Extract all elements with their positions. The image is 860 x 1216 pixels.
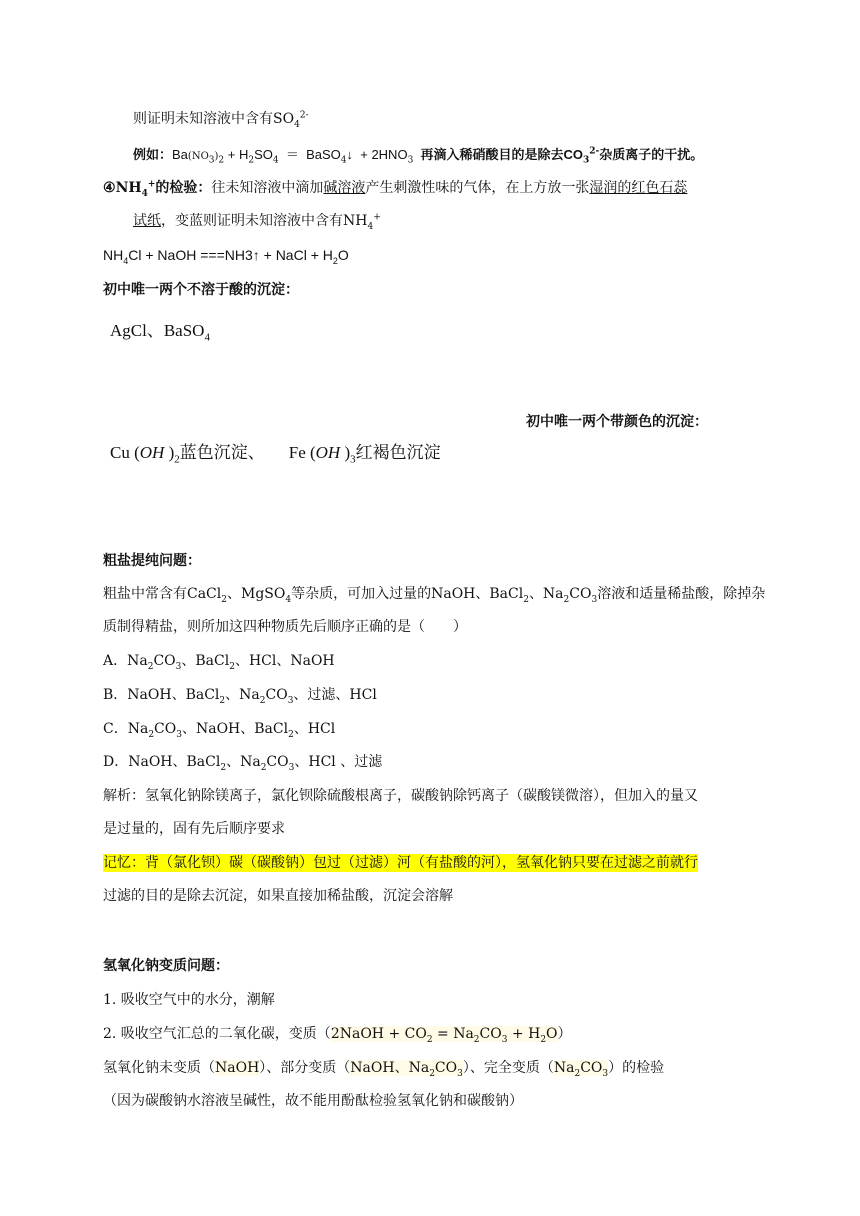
text: 等杂质，可加入过量的NaOH、BaCl xyxy=(291,586,524,602)
subscript: 2 xyxy=(426,1034,433,1045)
option-d xyxy=(103,753,382,771)
text: ）、完全变质（ xyxy=(462,1060,554,1076)
subscript: 2 xyxy=(540,1034,547,1045)
salt-question-line-1 xyxy=(103,585,765,603)
text: + 2HNO xyxy=(353,147,408,162)
text: CO xyxy=(479,1026,502,1042)
subscript: 2 xyxy=(221,594,227,605)
example-equation-line xyxy=(133,146,703,166)
subscript: 2 xyxy=(332,255,338,266)
text: 、Na xyxy=(225,687,260,703)
text: 往未知溶液中滴加 xyxy=(211,180,324,196)
subscript: 4 xyxy=(272,155,279,166)
text: BaSO xyxy=(306,147,341,162)
option-b xyxy=(103,686,377,704)
formula: NaOH xyxy=(215,1060,260,1076)
analysis-line-1: 解析：氢氧化钠除镁离子，氯化钡除硫酸根离子，碳酸钠除钙离子（碳酸镁微溶），但加入的量又 xyxy=(103,788,698,804)
subscript: 2 xyxy=(229,661,235,672)
subscript: 3 xyxy=(457,1068,463,1079)
text: OH xyxy=(139,443,165,462)
text: NH xyxy=(103,247,124,263)
text: 蓝色沉淀、 xyxy=(179,443,265,462)
subscript: 2 xyxy=(220,762,227,773)
subscript: 3 xyxy=(350,453,356,466)
text: Fe ( xyxy=(288,443,316,462)
text: 、HCl 、过滤 xyxy=(294,754,383,770)
text: 产生刺激性味的气体，在上方放一张 xyxy=(365,180,590,196)
subscript: 3 xyxy=(175,661,182,672)
acid-insoluble-heading: 初中唯一两个不溶于酸的沉淀： xyxy=(103,282,299,298)
naoh-test-line xyxy=(103,1059,664,1077)
subscript: 2 xyxy=(147,661,154,672)
text: Cl + NaOH ===NH3↑ + NaCl + H xyxy=(128,247,333,263)
text: ＝ xyxy=(278,147,307,162)
text: Cu ( xyxy=(110,443,140,462)
text: 2NaOH + CO xyxy=(330,1026,427,1042)
subscript: 3 xyxy=(602,1068,609,1079)
text: ，变蓝则证明未知溶液中含有NH xyxy=(161,213,368,229)
text: 、HCl、NaOH xyxy=(234,653,335,669)
text: CO xyxy=(563,147,584,162)
text: ） xyxy=(557,1026,572,1042)
text: NaOH、Na xyxy=(350,1060,430,1076)
text: 的检验： xyxy=(155,180,212,196)
salt-question-line-2: 质制得精盐，则所加这四种物质先后顺序正确的是（ ） xyxy=(103,619,467,635)
subscript: 3 xyxy=(288,762,295,773)
filter-note: 过滤的目的是除去沉淀，如果直接加稀盐酸，沉淀会溶解 xyxy=(103,888,453,904)
text: ) xyxy=(164,443,175,462)
subscript: 4 xyxy=(294,119,300,130)
text: CO xyxy=(569,586,592,602)
subscript: 2 xyxy=(260,762,267,773)
text: 杂质离子的干扰。 xyxy=(599,147,704,162)
subscript: 4 xyxy=(204,331,210,344)
text: 、NaOH、BaCl xyxy=(181,721,289,737)
subscript: 4 xyxy=(340,155,347,166)
naoh-point-1: 1. 吸收空气中的水分，潮解 xyxy=(103,992,275,1008)
text: 红褐色沉淀 xyxy=(355,443,441,462)
text: CO xyxy=(434,1060,458,1076)
text: CO xyxy=(265,687,288,703)
text: O xyxy=(337,247,349,263)
underlined-term: 湿润的红色石蕊 xyxy=(589,180,688,196)
subscript: 2 xyxy=(259,695,266,706)
subscript: 4 xyxy=(367,221,374,232)
text: AgCl、BaSO xyxy=(110,321,205,340)
subscript: 3 xyxy=(176,729,182,740)
salt-purification-heading: 粗盐提纯问题： xyxy=(103,553,201,569)
ammonium-test-line-2 xyxy=(133,212,381,230)
colored-precipitate-list xyxy=(110,442,441,464)
subscript: 2 xyxy=(523,594,529,605)
formula xyxy=(553,1060,609,1079)
subscript: 3 xyxy=(407,155,414,166)
text: CO xyxy=(580,1060,603,1076)
subscript: 4 xyxy=(285,594,292,605)
subscript: 2 xyxy=(219,695,226,706)
subscript: 4 xyxy=(123,255,129,266)
text: A．Na xyxy=(103,653,148,669)
superscript: + xyxy=(147,179,156,190)
text: 氢氧化钠未变质（ xyxy=(103,1060,215,1076)
subscript: 2 xyxy=(148,729,155,740)
text: 溶液和适量稀盐酸，除掉杂 xyxy=(597,586,766,602)
acid-insoluble-list xyxy=(110,320,210,342)
text: ) xyxy=(214,151,219,162)
subscript: 4 xyxy=(141,188,148,199)
text: Na xyxy=(553,1060,575,1076)
text: OH xyxy=(315,443,341,462)
text: 2. 吸收空气汇总的二氧化碳，变质（ xyxy=(103,1026,331,1042)
subscript: 2 xyxy=(174,453,180,466)
analysis-line-2: 是过量的，固有先后顺序要求 xyxy=(103,821,285,837)
text: 、过滤、HCl xyxy=(293,687,377,703)
superscript: + xyxy=(373,212,381,223)
option-c xyxy=(103,720,335,738)
text: ）、部分变质（ xyxy=(259,1060,351,1076)
subscript: 2 xyxy=(563,594,570,605)
text: CO xyxy=(154,721,177,737)
superscript: 2- xyxy=(589,146,600,157)
text: CO xyxy=(153,653,176,669)
naoh-note: （因为碳酸钠水溶液呈碱性，故不能用酚酞检验氢氧化钠和碳酸钠） xyxy=(103,1093,523,1109)
subscript: 2 xyxy=(473,1034,480,1045)
naoh-point-2 xyxy=(103,1025,572,1043)
text: 、Na xyxy=(528,586,564,602)
subscript: 3 xyxy=(208,155,215,166)
memory-tip: 记忆：背（氯化钡）碳（碳酸钠）包过（过滤）河（有盐酸的河），氢氧化钠只要在过滤之前就行 xyxy=(103,855,698,871)
option-a xyxy=(103,652,335,670)
subscript: 2 xyxy=(429,1068,435,1079)
text: 、BaCl xyxy=(181,653,230,669)
text: = Na xyxy=(432,1026,474,1042)
formula xyxy=(350,1060,463,1079)
underlined-term: 碱溶液 xyxy=(323,180,366,196)
sulfate-proof-line xyxy=(133,110,309,128)
text: SO xyxy=(254,147,273,162)
down-arrow-icon: ↓ xyxy=(346,147,354,162)
text: C．Na xyxy=(103,721,149,737)
subscript: 2 xyxy=(218,155,225,166)
subscript: 2 xyxy=(574,1068,581,1079)
text: 再滴入稀硝酸目的是除去 xyxy=(413,147,564,162)
text: O xyxy=(546,1026,558,1042)
text: 粗盐中常含有CaCl xyxy=(103,586,222,602)
subscript: 3 xyxy=(583,155,590,166)
naoh-co2-equation xyxy=(330,1026,558,1045)
ammonium-equation xyxy=(103,246,349,264)
circled-number: ④ xyxy=(103,180,116,196)
underlined-term: 试纸 xyxy=(133,213,161,229)
text: ) xyxy=(340,443,351,462)
text: 、MgSO xyxy=(226,586,286,602)
naoh-deterioration-heading: 氢氧化钠变质问题： xyxy=(103,958,229,974)
subscript: 3 xyxy=(501,1034,508,1045)
subscript: 2 xyxy=(288,729,294,740)
text: + H xyxy=(507,1026,541,1042)
text: Ba xyxy=(172,147,188,162)
text: (NO xyxy=(187,151,209,162)
text: 则证明未知溶液中含有SO xyxy=(133,111,295,127)
text: NH xyxy=(115,180,142,196)
ammonium-test-line xyxy=(103,179,687,197)
text: ）的检验 xyxy=(608,1060,665,1076)
text: D．NaOH、BaCl xyxy=(103,754,221,770)
text: B．NaOH、BaCl xyxy=(103,687,220,703)
text: CO xyxy=(266,754,289,770)
subscript: 2 xyxy=(248,155,255,166)
superscript: 2- xyxy=(299,110,309,121)
example-label: 例如： xyxy=(133,147,173,162)
colored-precipitate-heading: 初中唯一两个带颜色的沉淀： xyxy=(526,414,708,430)
text: 、HCl xyxy=(293,721,336,737)
text: 、Na xyxy=(226,754,261,770)
text: + H xyxy=(224,147,249,162)
subscript: 3 xyxy=(287,695,294,706)
subscript: 3 xyxy=(591,594,598,605)
